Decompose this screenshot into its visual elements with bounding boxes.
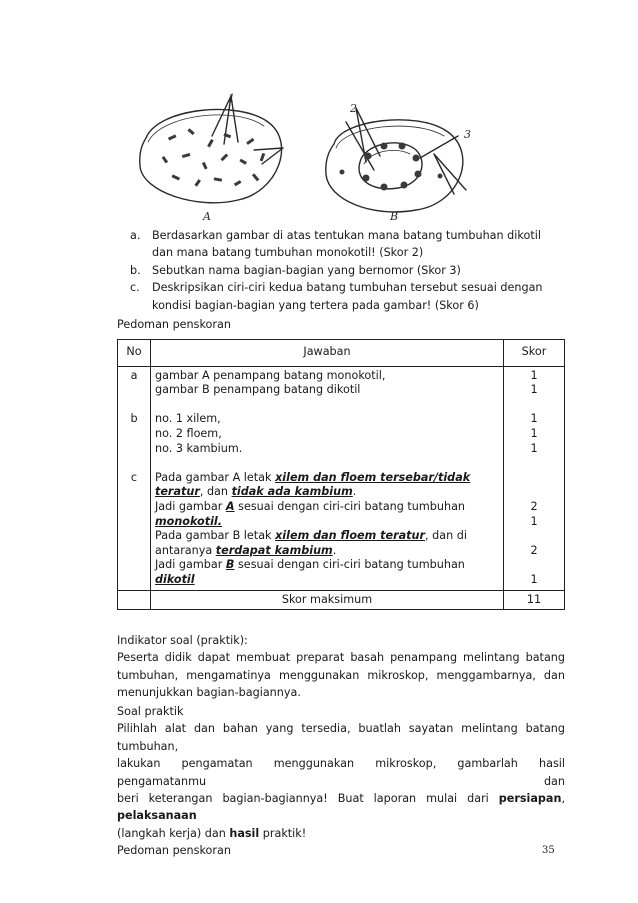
figure-b-number-3: 3 xyxy=(464,128,471,141)
answer-line: no. 2 floem, xyxy=(155,426,222,440)
answer-line: antaranya terdapat kambium. xyxy=(155,543,337,557)
answer-line: Pada gambar B letak xilem dan floem teratur, dan di xyxy=(155,529,467,543)
total-label: Skor maksimum xyxy=(151,590,504,610)
answer-line: Jadi gambar B sesuai dengan ciri-ciri batang tumbuhan xyxy=(155,558,465,572)
practice-line: lakukan pengamatan menggunakan mikroskop, gambarlah hasil pengamatanmu dan xyxy=(117,757,565,788)
question-list xyxy=(130,227,570,314)
bold-term: persiapan xyxy=(498,792,562,806)
figure-a-number: 1 xyxy=(228,92,235,105)
figure-b-number-2: 2 xyxy=(350,102,357,115)
question-text: Deskripsikan ciri-ciri kedua batang tumbuhan tersebut sesuai dengan xyxy=(152,281,543,295)
bold-term: hasil xyxy=(229,826,260,840)
key-term: dikotil xyxy=(155,572,195,586)
answer-line: teratur, dan tidak ada kambium. xyxy=(155,485,357,499)
answer-line xyxy=(155,573,499,588)
answer-line: no. 1 xilem, xyxy=(155,412,221,426)
key-term: A xyxy=(225,499,235,513)
key-term: xilem dan floem tersebar/tidak xyxy=(275,470,471,484)
scoring-heading: Pedoman penskoran xyxy=(117,318,231,331)
score-value: 1 xyxy=(530,572,538,586)
indicator-section xyxy=(117,632,565,702)
practice-section xyxy=(117,703,565,860)
score-value: 1 xyxy=(530,412,538,426)
question-letter: b. xyxy=(130,263,141,277)
question-text: Sebutkan nama bagian-bagian yang bernomor (Skor 3) xyxy=(152,263,461,277)
row-number: a xyxy=(130,368,138,382)
key-term: B xyxy=(225,558,235,572)
figure-b-vascular-ring xyxy=(359,143,422,189)
key-term: terdapat kambium xyxy=(215,543,333,557)
header-no: No xyxy=(118,340,151,367)
answer-line xyxy=(155,515,499,530)
indicator-line: menunjukkan bagian-bagiannya. xyxy=(117,686,301,700)
table-header-row xyxy=(118,340,565,367)
stem-cross-section-figure xyxy=(128,92,488,224)
score-value: 1 xyxy=(530,426,538,440)
score-value: 1 xyxy=(530,383,538,397)
practice-line: (langkah kerja) dan hasil praktik! xyxy=(117,826,307,840)
table-row xyxy=(118,366,565,590)
row-number: b xyxy=(130,412,138,426)
header-score: Skor xyxy=(504,340,565,367)
total-value: 11 xyxy=(504,590,565,610)
score-cell xyxy=(504,366,565,590)
answer-line: Jadi gambar A sesuai dengan ciri-ciri batang tumbuhan xyxy=(155,499,466,513)
table-total-row xyxy=(118,590,565,610)
indicator-line: Peserta didik dapat membuat preparat basah penampang melintang batang xyxy=(117,651,565,665)
question-text: Berdasarkan gambar di atas tentukan mana batang tumbuhan dikotil xyxy=(152,229,541,242)
question-letter: c. xyxy=(130,281,140,295)
answer-cell xyxy=(151,366,504,590)
practice-title: Soal praktik xyxy=(117,705,184,718)
key-term: xilem dan floem teratur xyxy=(275,529,425,543)
key-term: teratur xyxy=(155,485,200,499)
question-a xyxy=(130,227,570,262)
key-term: tidak ada kambium xyxy=(231,485,353,499)
bold-term: pelaksanaan xyxy=(117,809,197,823)
scoring-table xyxy=(117,339,565,610)
answer-line: Pada gambar A letak xilem dan floem tersebar/tidak xyxy=(155,470,471,484)
question-text: dan mana batang tumbuhan monokotil! (Skor 2) xyxy=(152,246,424,260)
key-term: monokotil. xyxy=(155,514,222,528)
row-number: c xyxy=(130,470,138,484)
score-value: 1 xyxy=(530,368,538,382)
score-value: 2 xyxy=(530,543,538,557)
question-b xyxy=(130,262,570,279)
score-value: 2 xyxy=(530,499,538,513)
answer-line: gambar A penampang batang monokotil, xyxy=(155,368,386,382)
question-text: kondisi bagian-bagian yang tertera pada gambar! (Skor 6) xyxy=(152,298,479,312)
indicator-title: Indikator soal (praktik): xyxy=(117,634,248,647)
answer-line: gambar B penampang batang dikotil xyxy=(155,383,361,397)
score-value: 1 xyxy=(530,514,538,528)
figure-b-label: B xyxy=(390,210,399,223)
practice-footer: Pedoman penskoran xyxy=(117,844,231,858)
practice-line: Pilihlah alat dan bahan yang tersedia, buatlah sayatan melintang batang tumbuhan, xyxy=(117,722,565,753)
figure-b-outline xyxy=(326,120,463,212)
score-value: 1 xyxy=(530,441,538,455)
practice-line: beri keterangan bagian-bagiannya! Buat laporan mulai dari persiapan, pelaksanaan xyxy=(117,792,565,823)
header-answer xyxy=(151,340,504,367)
question-c xyxy=(130,279,570,314)
question-letter: a. xyxy=(130,229,141,242)
header-answer-text: Jawaban xyxy=(303,345,351,358)
answer-line: no. 3 kambium. xyxy=(155,441,243,455)
figure-a-label: A xyxy=(203,210,211,223)
page-number: 35 xyxy=(542,845,555,856)
indicator-line: tumbuhan, mengamatinya menggunakan mikroskop, menggambarnya, dan xyxy=(117,668,565,682)
vascular-bundles xyxy=(162,128,443,190)
